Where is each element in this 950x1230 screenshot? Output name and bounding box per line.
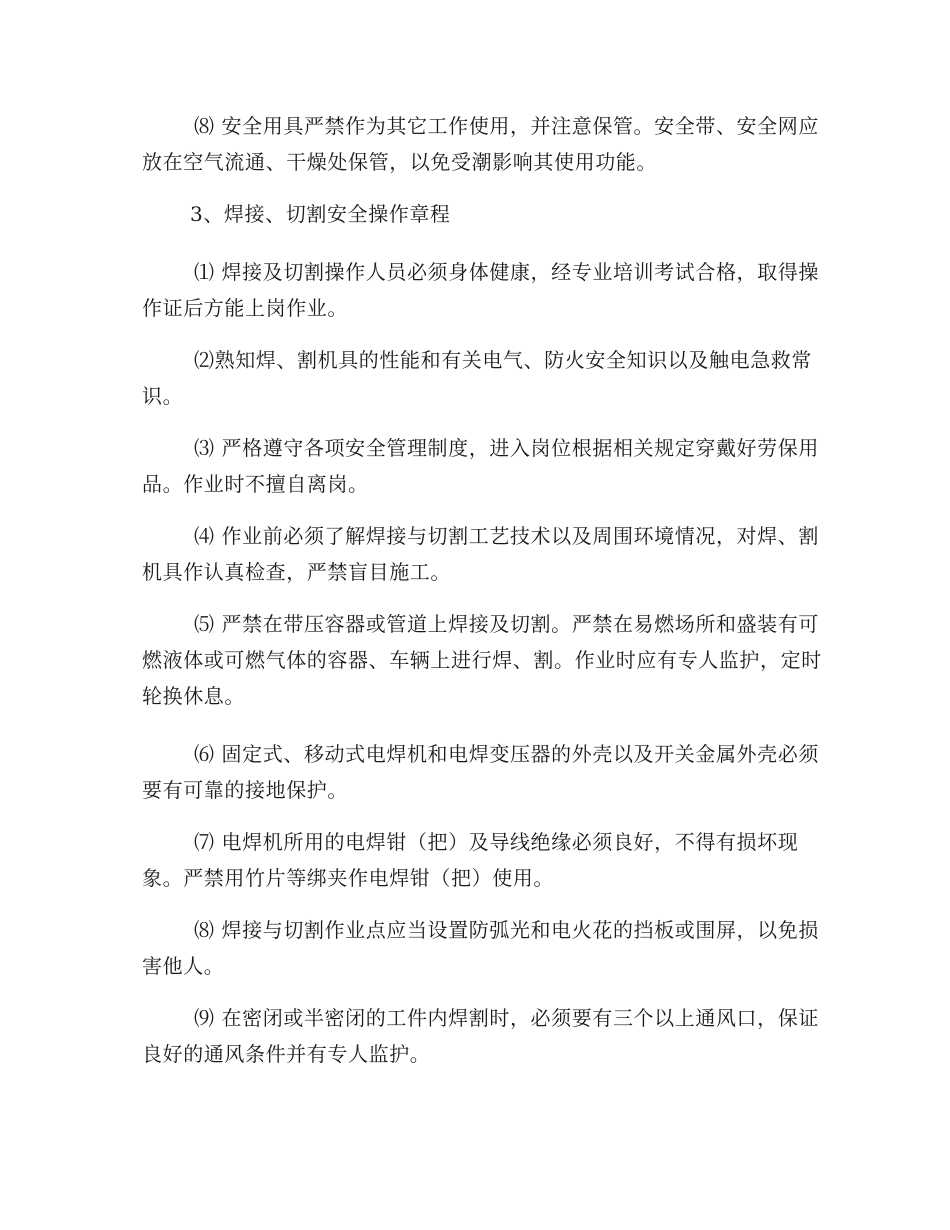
- paragraph-item-3: ⑶ 严格遵守各项安全管理制度，进入岗位根据相关规定穿戴好劳保用品。作业时不擅自离岗。: [142, 436, 819, 496]
- paragraph-item-5: ⑸ 严禁在带压容器或管道上焊接及切割。严禁在易燃场所和盛装有可燃液体或可燃气体的容器、车辆上进行焊、割。作业时应有专人监护，定时轮换休息。: [142, 612, 822, 708]
- paragraph-safety-equipment-storage: ⑻ 安全用具严禁作为其它工作使用，并注意保管。安全带、安全网应放在空气流通、干燥处保管，以免受潮影响其使用功能。: [142, 114, 819, 174]
- paragraph-item-1: ⑴ 焊接及切割操作人员必须身体健康，经专业培训考试合格，取得操作证后方能上岗作业。: [142, 260, 819, 320]
- paragraph-item-4: ⑷ 作业前必须了解焊接与切割工艺技术以及周围环境情况，对焊、割机具作认真检查，严禁盲目施工。: [142, 524, 819, 584]
- section-heading-welding-cutting: 3、焊接、切割安全操作章程: [190, 202, 451, 226]
- paragraph-item-7: ⑺ 电焊机所用的电焊钳（把）及导线绝缘必须良好，不得有损坏现象。严禁用竹片等绑夹作电焊钳（把）使用。: [142, 830, 799, 890]
- paragraph-item-8: ⑻ 焊接与切割作业点应当设置防弧光和电火花的挡板或围屏，以免损害他人。: [142, 918, 819, 978]
- paragraph-item-9: ⑼ 在密闭或半密闭的工件内焊割时，必须要有三个以上通风口，保证良好的通风条件并有专人监护。: [142, 1006, 819, 1066]
- paragraph-item-6: ⑹ 固定式、移动式电焊机和电焊变压器的外壳以及开关金属外壳必须要有可靠的接地保护。: [142, 742, 819, 802]
- paragraph-item-2: ⑵熟知焊、割机具的性能和有关电气、防火安全知识以及触电急救常识。: [142, 348, 812, 408]
